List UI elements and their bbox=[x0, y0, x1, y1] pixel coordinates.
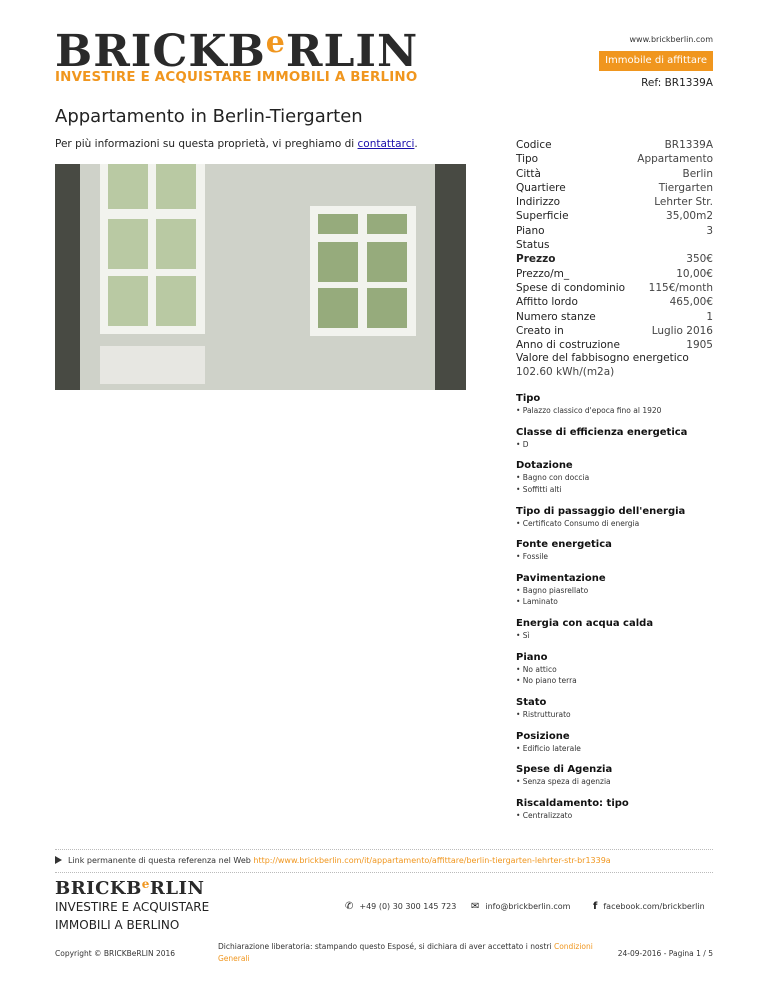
feature-group: Stato • Ristrutturato bbox=[516, 697, 571, 719]
property-photo bbox=[55, 164, 466, 390]
permalink-url[interactable]: http://www.brickberlin.com/it/appartamento/affittare/berlin-tiergarten-lehrter-str-br1339a bbox=[253, 856, 611, 865]
fact-row: Status bbox=[516, 239, 550, 252]
feature-group: Spese di Agenzia • Senza speza di agenzia bbox=[516, 764, 613, 786]
divider bbox=[55, 849, 713, 850]
facebook-icon: f bbox=[593, 901, 598, 912]
terms-link[interactable]: Condizioni Generali bbox=[218, 942, 593, 963]
triangle-right-icon bbox=[55, 856, 62, 864]
fact-row: Piano 3 bbox=[516, 224, 713, 237]
footer-tagline: INVESTIRE E ACQUISTARE IMMOBILI A BERLINO bbox=[55, 900, 210, 932]
feature-group: Posizione • Edificio laterale bbox=[516, 730, 581, 753]
phone-icon: ✆ bbox=[345, 901, 354, 912]
feature-group: Classe di efficienza energetica • D bbox=[516, 426, 688, 449]
fact-row-price: Prezzo 350€ bbox=[516, 253, 713, 266]
footer-phone[interactable]: ✆ +49 (0) 30 300 145 723 bbox=[345, 901, 457, 912]
reference-number: Ref: BR1339A bbox=[641, 77, 713, 89]
intro-text: Per più informazioni su questa proprietà, vi preghiamo di contattarci. bbox=[55, 138, 418, 150]
page-title: Appartamento in Berlin-Tiergarten bbox=[55, 106, 363, 127]
contact-link[interactable]: contattarci bbox=[357, 138, 415, 150]
feature-group: Piano • No attico • No piano terra bbox=[516, 651, 577, 685]
fact-row: Anno di costruzione 1905 bbox=[516, 339, 713, 352]
fact-row: Codice BR1339A bbox=[516, 139, 713, 151]
fact-row: Creato in Luglio 2016 bbox=[516, 324, 713, 337]
fact-row: Indirizzo Lehrter Str. bbox=[516, 196, 713, 209]
permalink: Link permanente di questa referenza nel Web http://www.brickberlin.com/it/appartamento/affittare/berlin-tiergarten-lehrter-str-br1339a bbox=[55, 856, 611, 865]
fact-row: Spese di condominio 115€/month bbox=[516, 281, 713, 294]
brand-tagline: INVESTIRE E ACQUISTARE IMMOBILI A BERLINO bbox=[55, 70, 418, 85]
footer-logo: BRICKB$^e$RLIN bbox=[55, 877, 205, 899]
photo-radiator bbox=[100, 346, 205, 384]
photo-window-left bbox=[100, 164, 205, 334]
divider bbox=[55, 872, 713, 873]
fact-row: Città Berlin bbox=[516, 167, 713, 180]
feature-group: Dotazione • Bagno con doccia • Soffitti alti bbox=[516, 460, 590, 494]
fact-row: Affitto lordo 465,00€ bbox=[516, 296, 713, 309]
feature-group: Tipo • Palazzo classico d'epoca fino al 1920 bbox=[516, 393, 662, 415]
footer-email[interactable]: ✉ info@brickberlin.com bbox=[471, 901, 571, 912]
fact-row: Prezzo/m_ 10,00€ bbox=[516, 267, 713, 280]
envelope-icon: ✉ bbox=[471, 901, 480, 912]
feature-list bbox=[516, 392, 736, 830]
property-facts bbox=[516, 138, 713, 379]
energy-value: 102.60 kWh/(m2a) bbox=[516, 366, 615, 379]
brand-logo: BRICKB$^e$RLIN bbox=[55, 25, 419, 77]
feature-group: Energia con acqua calda • Sì bbox=[516, 618, 654, 640]
feature-group: Riscaldamento: tipo • Centralizzato bbox=[516, 797, 629, 820]
fact-row: Tipo Appartamento bbox=[516, 153, 713, 166]
fact-row: Numero stanze 1 bbox=[516, 310, 713, 323]
fact-row: Quartiere Tiergarten bbox=[516, 181, 713, 194]
disclaimer: Dichiarazione liberatoria: stampando questo Esposé, si dichiara di aver accettato i nostri Condizioni Generali bbox=[218, 942, 593, 963]
footer-facebook[interactable]: f facebook.com/brickberlin bbox=[593, 901, 705, 912]
feature-group: Fonte energetica • Fossile bbox=[516, 539, 612, 561]
energy-label: Valore del fabbisogno energetico bbox=[516, 352, 689, 365]
feature-group: Tipo di passaggio dell'energia • Certificato Consumo di energia bbox=[516, 505, 686, 528]
copyright: Copyright © BRICKBeRLIN 2016 bbox=[55, 949, 176, 958]
website-url[interactable]: www.brickberlin.com bbox=[629, 35, 713, 44]
feature-group: Pavimentazione • Bagno piasrellato • Laminato bbox=[516, 572, 606, 606]
listing-type-badge: Immobile di affittare bbox=[599, 51, 713, 71]
page-info: 24-09-2016 - Pagina 1 / 5 bbox=[617, 949, 713, 958]
photo-window-right bbox=[310, 206, 416, 336]
fact-row: Superficie 35,00m2 bbox=[516, 210, 713, 223]
